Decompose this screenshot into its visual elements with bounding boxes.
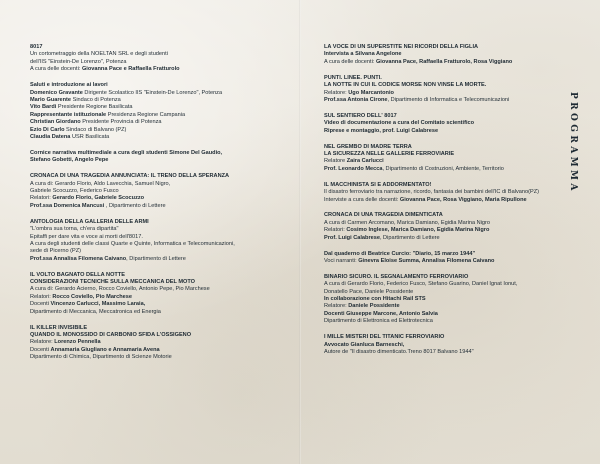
entry-line bbox=[324, 349, 554, 356]
entry-text: Dipartimento di Chimica, Dipartimento di Scienze Motorie bbox=[30, 354, 172, 361]
entry-text: Docenti bbox=[30, 301, 51, 308]
entry-text: Prof. Luigi Calabrese bbox=[324, 234, 380, 241]
entry-line bbox=[324, 274, 554, 281]
entry-names: Ginevra Eloise Summa, Annalisa Filomena Caivano bbox=[358, 257, 495, 264]
entry-text: IL MACCHINISTA SI È ADDORMENTATO! bbox=[324, 181, 432, 188]
entry-text: Docenti bbox=[30, 346, 51, 353]
entry-line bbox=[324, 235, 554, 242]
entry-line bbox=[324, 197, 554, 204]
programme-entry bbox=[324, 212, 554, 242]
programme-entry bbox=[324, 75, 554, 105]
entry-text: PUNTI. LINEE. PUNTI. bbox=[324, 74, 382, 81]
entry-text: sede di Picerno (PZ) bbox=[30, 248, 81, 255]
entry-text: BINARIO SICURO. IL SEGNALAMENTO FERROVIARIO bbox=[324, 273, 469, 280]
entry-text: Christian Giordano bbox=[30, 119, 81, 126]
entry-line bbox=[30, 279, 288, 286]
entry-line bbox=[30, 219, 288, 226]
programme-entry bbox=[324, 113, 554, 135]
entry-text: Voci narranti: bbox=[324, 257, 359, 264]
entry-text: QUANDO IL MONOSSIDO DI CARBONIO SFIDA L'OSSIGENO bbox=[30, 332, 192, 338]
entry-role: , Dipartimento di Informatica e Telecomunicazioni bbox=[387, 96, 510, 103]
entry-line bbox=[30, 51, 288, 58]
entry-text: Claudia Datena bbox=[30, 133, 71, 140]
entry-line bbox=[324, 296, 554, 303]
entry-text: SUL SENTIERO DELL' 8017 bbox=[324, 112, 397, 119]
entry-text: Prof.ssa Antonia Cirone bbox=[324, 96, 388, 103]
entry-line bbox=[30, 127, 288, 134]
entry-line bbox=[30, 97, 288, 104]
entry-text: ANTOLOGIA DELLA GALLERIA DELLE ARMI bbox=[30, 218, 149, 225]
entry-line bbox=[30, 347, 288, 354]
entry-names: Giovanna Pace, Rosa Viggiano, Maria Ripullone bbox=[399, 196, 527, 203]
entry-line bbox=[30, 90, 288, 97]
entry-text: Stefano Gobetti, Angelo Pepe bbox=[30, 157, 109, 164]
entry-text: Relatori: bbox=[30, 195, 53, 202]
entry-line bbox=[30, 325, 288, 332]
entry-role: Presidenza Regione Campania bbox=[106, 111, 186, 118]
entry-role: Presidente Provincia di Potenza bbox=[80, 119, 162, 126]
entry-text: A cura degli studenti delle classi Quarte e Quinte, Informatica e Telecomunicazioni, bbox=[30, 240, 235, 247]
entry-text: CONSIDERAZIONI TECNICHE SULLA MECCANICA DEL MOTO bbox=[30, 279, 196, 286]
entry-text: Video di documentazione a cura del Comitato scientifico bbox=[324, 120, 475, 127]
entry-role: USR Basilicata bbox=[70, 133, 110, 140]
entry-line bbox=[30, 234, 288, 241]
programma-heading: PROGRAMMA bbox=[568, 92, 578, 194]
entry-line bbox=[324, 120, 554, 127]
entry-line bbox=[30, 157, 288, 164]
entry-line bbox=[324, 113, 554, 120]
entry-line bbox=[30, 112, 288, 119]
entry-text: Relatore bbox=[324, 158, 347, 165]
entry-line bbox=[324, 318, 554, 325]
entry-line bbox=[30, 188, 288, 195]
entry-text: Prof.ssa Domenica Mancusi bbox=[30, 202, 105, 209]
entry-line bbox=[324, 281, 554, 288]
entry-line bbox=[30, 59, 288, 66]
entry-line bbox=[30, 272, 288, 279]
programme-entry bbox=[324, 251, 554, 266]
entry-line bbox=[324, 311, 554, 318]
entry-line bbox=[324, 97, 554, 104]
entry-line bbox=[324, 303, 554, 310]
entry-line bbox=[324, 182, 554, 189]
entry-text: A cura delle docenti: bbox=[324, 58, 376, 65]
entry-line bbox=[30, 173, 288, 180]
entry-line bbox=[30, 104, 288, 111]
programme-entry bbox=[30, 173, 288, 210]
entry-names: Lorenzo Pennella bbox=[54, 339, 101, 346]
entry-text: Saluti e introduzione ai lavori bbox=[30, 82, 108, 89]
entry-names: Annamaria Giugliano e Annamaria Avena bbox=[50, 346, 160, 353]
entry-line bbox=[324, 166, 554, 173]
entry-text: In collaborazione con Hitachi Rail STS bbox=[324, 296, 426, 303]
entry-text: Relatore: bbox=[324, 303, 349, 310]
entry-text: Ezio Di Carlo bbox=[30, 126, 65, 133]
entry-role: , Dipartimento di Lettere bbox=[104, 202, 166, 209]
entry-role: Presidente Regione Basilicata bbox=[56, 104, 133, 111]
entry-line bbox=[30, 82, 288, 89]
entry-role: , Dipartimento di Lettere bbox=[126, 255, 186, 262]
programme-entry bbox=[30, 44, 288, 74]
entry-names: Rocco Coviello, Pio Marchese bbox=[52, 293, 132, 300]
entry-line bbox=[30, 332, 288, 339]
entry-line bbox=[324, 189, 554, 196]
entry-line bbox=[324, 75, 554, 82]
entry-text: CRONACA DI UNA TRAGEDIA ANNUNCIATA: IL TRENO DELLA SPERANZA bbox=[30, 173, 230, 180]
entry-line bbox=[324, 144, 554, 151]
entry-role: , Dipartimento di Lettere bbox=[379, 234, 440, 241]
entry-line bbox=[324, 82, 554, 89]
entry-text: I MILLE MISTERI DEL TITANIC FERROVIARIO bbox=[324, 334, 445, 341]
entry-text: Prof.ssa Annalisa Filomena Caivano bbox=[30, 255, 127, 262]
right-column bbox=[324, 44, 554, 365]
entry-line bbox=[324, 289, 554, 296]
entry-names: Daniele Possidente bbox=[348, 303, 400, 310]
page-fold bbox=[299, 0, 301, 464]
entry-line bbox=[30, 119, 288, 126]
entry-text: Relatore: bbox=[30, 339, 55, 346]
entry-line bbox=[324, 59, 554, 66]
entry-text: Prof. Leonardo Mecca bbox=[324, 165, 383, 172]
entry-text: Dal quaderno di Beatrice Curcio: "Diario, 15 marzo 1944" bbox=[324, 250, 476, 257]
entry-line bbox=[324, 251, 554, 258]
entry-text: A cura di Gerardo Florio, Federico Fusco, Stefano Guarino, Daniel Ignat Ionut, bbox=[324, 281, 518, 288]
entry-text: LA VOCE DI UN SUPERSTITE NEI RICORDI DELLA FIGLIA bbox=[324, 44, 479, 50]
entry-text: Dipartimento di Elettronica ed Elettrotecnica bbox=[324, 318, 433, 325]
entry-text: Avvocato Gianluca Barneschi, bbox=[324, 341, 405, 348]
entry-line bbox=[30, 203, 288, 210]
programme-entry bbox=[324, 182, 554, 204]
entry-line bbox=[30, 195, 288, 202]
entry-line bbox=[324, 44, 554, 51]
entry-text: "L'ombra sua torna, ch'era dipartita" bbox=[30, 226, 119, 233]
entry-line bbox=[30, 256, 288, 263]
entry-text: Domenico Gravante bbox=[30, 89, 83, 96]
entry-text: Autore de "Il disastro dimenticato.Treno 8017 Balvano 1944" bbox=[324, 349, 474, 355]
entry-line bbox=[30, 181, 288, 188]
entry-line bbox=[324, 51, 554, 58]
entry-text: Rappresentante istituzionale bbox=[30, 111, 107, 118]
programme-entry bbox=[324, 274, 554, 326]
entry-role: , Dipartimento di Costruzioni, Ambiente, Territorio bbox=[382, 165, 504, 172]
entry-text: Relatore: bbox=[324, 89, 349, 96]
entry-text: A cura di Carmen Arcomano, Marica Damiano, Egidia Marina Nigro bbox=[324, 219, 491, 226]
entry-text: dell'IIS "Einstein-De Lorenzo", Potenza bbox=[30, 58, 127, 65]
entry-text: Vito Bardi bbox=[30, 104, 57, 111]
vertical-title bbox=[568, 92, 580, 192]
entry-names: Giovanna Pace, Raffaella Fratturolo, Rosa Viggiano bbox=[375, 58, 513, 65]
entry-text: Epitaffi per dare vita e voce ai morti dell'8017. bbox=[30, 233, 143, 240]
entry-text: Docenti Giuseppe Marcone, Antonio Salvia bbox=[324, 310, 438, 317]
left-column bbox=[30, 44, 288, 370]
programme-entry bbox=[324, 334, 554, 356]
entry-line bbox=[324, 227, 554, 234]
entry-text: Interviste a cura delle docenti: bbox=[324, 196, 400, 203]
entry-text: IL VOLTO BAGNATO DELLA NOTTE bbox=[30, 271, 125, 278]
entry-text: A cura delle docenti: bbox=[30, 66, 82, 73]
entry-names: Gerardo Florio, Gabriele Scocuzzo bbox=[52, 195, 145, 202]
entry-text: NEL GREMBO DI MADRE TERRA bbox=[324, 143, 412, 150]
entry-line bbox=[324, 158, 554, 165]
programme-entry bbox=[30, 272, 288, 316]
entry-line bbox=[30, 150, 288, 157]
entry-line bbox=[324, 212, 554, 219]
entry-names: Cosimo Inglese, Marica Damiano, Egidia Marina Nigro bbox=[346, 227, 490, 234]
entry-names: Vincenzo Carlucci, Massimo Laraia, bbox=[50, 301, 146, 308]
entry-text: Riprese e montaggio, prof. Luigi Calabrese bbox=[324, 127, 439, 134]
entry-line bbox=[30, 354, 288, 361]
entry-text: Dipartimento di Meccanica, Meccatronica ed Energia bbox=[30, 308, 161, 315]
entry-text: Un cortometraggio della NOELTAN SRL e degli studenti bbox=[30, 51, 168, 58]
entry-line bbox=[324, 90, 554, 97]
entry-names: Zaira Carlucci bbox=[346, 158, 384, 165]
entry-text: A cura di: Gerardo Acierno, Rocco Coviello, Antonio Pepe, Pio Marchese bbox=[30, 286, 210, 293]
entry-role: Dirigente Scolastico IIS "Einstein-De Lorenzo", Potenza bbox=[82, 89, 223, 96]
entry-line bbox=[30, 339, 288, 346]
entry-line bbox=[30, 286, 288, 293]
entry-line bbox=[30, 134, 288, 141]
entry-role: Sindaco di Balvano (PZ) bbox=[64, 126, 127, 133]
entry-text: LA SICUREZZA NELLE GALLERIE FERROVIARIE bbox=[324, 150, 455, 157]
entry-line bbox=[30, 309, 288, 316]
entry-text: IL KILLER INVISIBILE bbox=[30, 324, 88, 331]
entry-text: Donatello Pace, Daniele Possidente bbox=[324, 288, 414, 295]
programme-entry bbox=[30, 325, 288, 362]
entry-text: CRONACA DI UNA TRAGEDIA DIMENTICATA bbox=[324, 212, 443, 219]
programme-entry bbox=[30, 219, 288, 263]
entry-line bbox=[324, 220, 554, 227]
entry-line bbox=[30, 248, 288, 255]
programme-entry bbox=[324, 44, 554, 66]
entry-line bbox=[324, 151, 554, 158]
entry-line bbox=[30, 66, 288, 73]
entry-line bbox=[30, 241, 288, 248]
entry-line bbox=[30, 294, 288, 301]
entry-text: 8017 bbox=[30, 44, 43, 50]
programme-entry bbox=[30, 82, 288, 141]
entry-text: Mario Guarente bbox=[30, 96, 72, 103]
entry-text: Relatori: bbox=[30, 293, 53, 300]
entry-text: Relatori: bbox=[324, 227, 347, 234]
entry-text: Cornice narrativa multimediale a cura degli studenti Simone Del Gaudio, bbox=[30, 149, 223, 156]
programme-entry bbox=[324, 144, 554, 174]
programme-entry bbox=[30, 150, 288, 165]
entry-text: Gabriele Scocuzzo, Federico Fusco bbox=[30, 188, 119, 194]
entry-text: LA NOTTE IN CUI IL CODICE MORSE NON VINSE LA MORTE. bbox=[324, 82, 487, 89]
entry-names: Ugo Marcantonio bbox=[348, 89, 394, 96]
entry-names: Giovanna Pace e Raffaella Fratturolo bbox=[81, 66, 180, 73]
entry-line bbox=[324, 128, 554, 135]
entry-text: Il disastro ferroviario tra narrazione, ricordo, fantasia dei bambini dell'IC di Balvano(PZ) bbox=[324, 189, 539, 196]
entry-text: Intervista a Silvana Angelone bbox=[324, 51, 402, 58]
entry-role: Sindaco di Potenza bbox=[71, 96, 121, 103]
entry-line bbox=[30, 226, 288, 233]
entry-line bbox=[324, 258, 554, 265]
entry-line bbox=[324, 342, 554, 349]
entry-line bbox=[30, 301, 288, 308]
entry-line bbox=[30, 44, 288, 51]
entry-text: A cura di: Gerardo Florio, Aldo Lavecchia, Samuel Nigro, bbox=[30, 180, 171, 187]
entry-line bbox=[324, 334, 554, 341]
